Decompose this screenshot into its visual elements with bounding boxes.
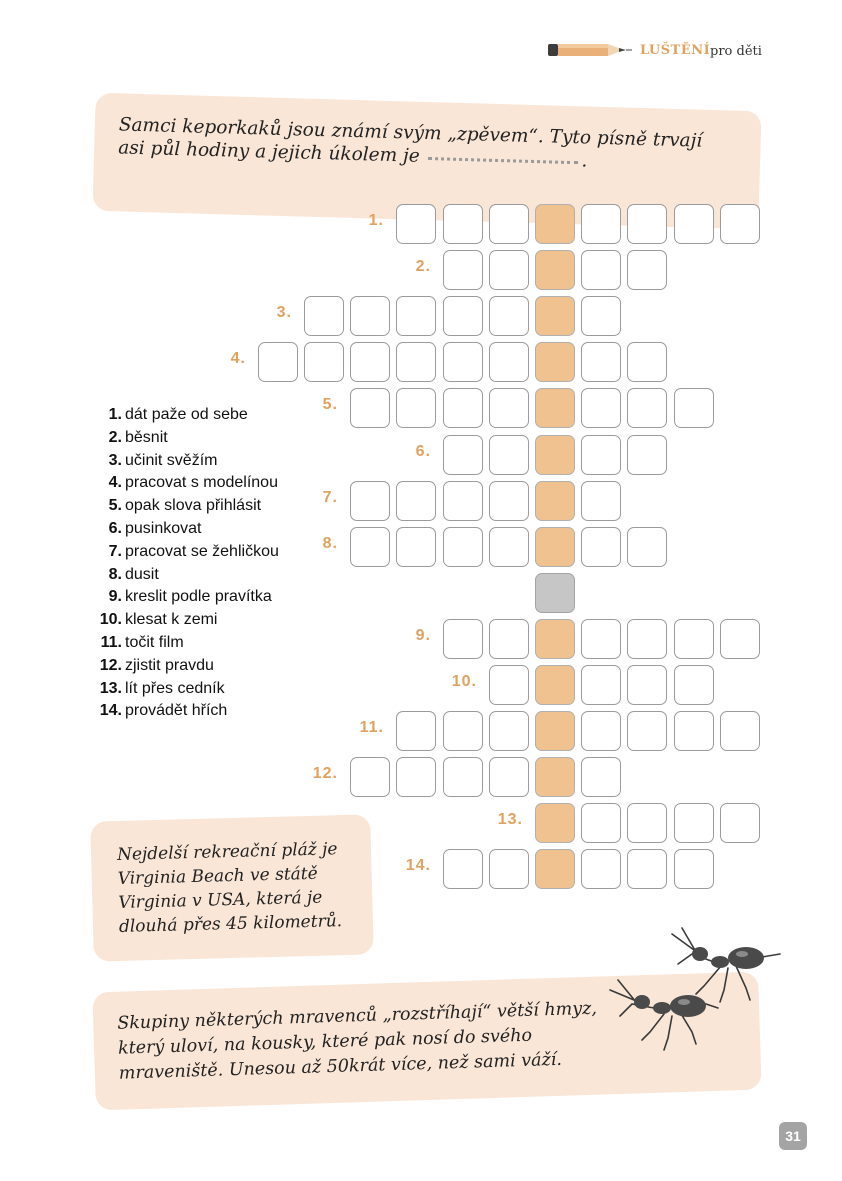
clue-item [82, 404, 279, 427]
crossword-cell[interactable] [581, 665, 621, 705]
pencil-icon [548, 42, 632, 58]
crossword-cell-solution[interactable] [535, 250, 575, 290]
clue-text: zjistit pravdu [125, 656, 214, 674]
crossword-cell[interactable] [627, 435, 667, 475]
crossword-cell[interactable] [489, 711, 529, 751]
crossword-cell[interactable] [627, 342, 667, 382]
crossword-cell[interactable] [396, 757, 436, 797]
crossword-cell[interactable] [489, 342, 529, 382]
clue-number: 14. [99, 702, 122, 720]
crossword-cell-solution[interactable] [535, 803, 575, 843]
crossword-cell[interactable] [350, 757, 390, 797]
clue-item [82, 472, 279, 495]
clue-number: 8. [108, 565, 122, 583]
crossword-cell[interactable] [674, 665, 714, 705]
crossword-cell[interactable] [674, 388, 714, 428]
clue-number: 4. [108, 474, 122, 492]
clue-text: pracovat s modelínou [125, 474, 278, 492]
clue-text: dusit [125, 565, 159, 583]
crossword-cell[interactable] [396, 204, 436, 244]
crossword-cell[interactable] [627, 849, 667, 889]
brand-subtitle: pro děti [710, 44, 762, 59]
clue-item [82, 541, 279, 564]
crossword-cell[interactable] [720, 711, 760, 751]
crossword-cell[interactable] [350, 481, 390, 521]
clue-number: 9. [108, 588, 122, 606]
crossword-cell[interactable] [396, 711, 436, 751]
crossword-cell[interactable] [489, 204, 529, 244]
crossword-cell[interactable] [581, 527, 621, 567]
crossword-cell[interactable] [304, 296, 344, 336]
crossword-cell[interactable] [304, 342, 344, 382]
row-number: 3. [276, 304, 292, 321]
crossword-cell[interactable] [674, 204, 714, 244]
crossword-cell[interactable] [443, 388, 483, 428]
crossword-cell[interactable] [581, 757, 621, 797]
row-number: 11. [359, 719, 384, 736]
crossword-cell[interactable] [581, 204, 621, 244]
row-number: 8. [322, 535, 338, 552]
row-number: 14. [405, 857, 431, 874]
crossword-cell-solution[interactable] [535, 527, 575, 567]
clue-number: 1. [108, 406, 122, 423]
crossword-cell[interactable] [627, 665, 667, 705]
row-number: 7. [322, 489, 338, 506]
crossword-cell[interactable] [443, 296, 483, 336]
crossword-cell[interactable] [581, 711, 621, 751]
crossword-cell[interactable] [627, 388, 667, 428]
crossword-cell-solution[interactable] [535, 296, 575, 336]
crossword-cell[interactable] [627, 527, 667, 567]
crossword-cell[interactable] [443, 342, 483, 382]
row-number: 5. [322, 396, 338, 413]
clue-text: pracovat se žehličkou [125, 542, 279, 560]
crossword-cell[interactable] [581, 619, 621, 659]
clue-text: lít přes cedník [125, 679, 225, 697]
clue-item [82, 700, 279, 723]
crossword-cell[interactable] [581, 803, 621, 843]
crossword-cell-solution[interactable] [535, 711, 575, 751]
crossword-cell-solution[interactable] [535, 388, 575, 428]
crossword-cell-solution[interactable] [535, 435, 575, 475]
crossword-cell[interactable] [581, 481, 621, 521]
crossword-cell[interactable] [627, 250, 667, 290]
clue-list [82, 404, 279, 723]
answer-blank[interactable] [428, 157, 578, 164]
crossword-cell[interactable] [581, 435, 621, 475]
crossword-cell[interactable] [720, 204, 760, 244]
crossword-cell[interactable] [396, 481, 436, 521]
clue-item [82, 518, 279, 541]
ants-illustration [596, 924, 786, 1064]
crossword-cell[interactable] [627, 619, 667, 659]
crossword-cell[interactable] [443, 435, 483, 475]
clue-number: 12. [99, 656, 122, 674]
clue-item [82, 427, 279, 450]
row-number: 1. [368, 212, 384, 229]
clue-number: 10. [99, 611, 122, 629]
clue-text: provádět hřích [125, 702, 228, 720]
beach-fact-panel [90, 814, 374, 961]
crossword-cell[interactable] [350, 527, 390, 567]
clue-text: dát paže od sebe [125, 406, 248, 423]
crossword-cell[interactable] [489, 250, 529, 290]
crossword-cell[interactable] [581, 849, 621, 889]
crossword-cell[interactable] [489, 435, 529, 475]
clue-item [82, 564, 279, 587]
crossword-cell-solution[interactable] [535, 849, 575, 889]
crossword-cell[interactable] [489, 481, 529, 521]
row-number: 6. [415, 443, 431, 460]
crossword-cell[interactable] [674, 711, 714, 751]
beach-fact-text: Nejdelší rekreační pláž je Virginia Beach ve státě Virginia v USA, která je dlouhá přes 45 kilometrů. [116, 839, 343, 937]
crossword-cell[interactable] [489, 619, 529, 659]
clue-item [82, 586, 279, 609]
ants-fact-text: Skupiny některých mravenců „rozstříhají“ větší hmyz, který uloví, na kousky, které pak nosí do svého mraveniště. Unesou až 50krát více, než sami váží. [116, 998, 598, 1084]
crossword-cell[interactable] [581, 342, 621, 382]
row-number: 4. [230, 350, 246, 367]
crossword-cell[interactable] [350, 342, 390, 382]
clue-text: kreslit podle pravítka [125, 588, 272, 606]
clue-item [82, 450, 279, 473]
crossword-cell[interactable] [443, 619, 483, 659]
crossword-cell[interactable] [489, 296, 529, 336]
clue-item [82, 609, 279, 632]
clue-text: učinit svěžím [125, 451, 218, 469]
crossword-cell[interactable] [581, 250, 621, 290]
clue-item [82, 655, 279, 678]
row-number: 13. [497, 811, 523, 828]
clue-text: točit film [125, 633, 184, 651]
crossword-cell[interactable] [674, 619, 714, 659]
crossword-cell[interactable] [396, 527, 436, 567]
crossword-cell[interactable] [443, 481, 483, 521]
crossword-cell-solution[interactable] [535, 204, 575, 244]
crossword-cell[interactable] [489, 757, 529, 797]
intro-text: Samci keporkaků jsou známí svým „zpěvem“. Tyto písně trvají asi půl hodiny a jejich úkolem je [117, 114, 703, 167]
crossword-cell[interactable] [581, 296, 621, 336]
row-number: 12. [312, 765, 338, 782]
row-number: 9. [415, 627, 431, 644]
clue-number: 3. [108, 451, 122, 469]
clue-number: 5. [108, 497, 122, 515]
clue-number: 11. [100, 633, 122, 651]
clue-text: běsnit [125, 428, 168, 446]
clue-item [82, 495, 279, 518]
clue-text: klesat k zemi [125, 611, 218, 629]
crossword-cell[interactable] [443, 527, 483, 567]
intro-end: . [581, 150, 588, 172]
crossword-cell-solution[interactable] [535, 619, 575, 659]
crossword-cell[interactable] [674, 849, 714, 889]
crossword-cell[interactable] [674, 803, 714, 843]
clue-text: opak slova přihlásit [125, 497, 262, 515]
crossword-cell[interactable] [489, 665, 529, 705]
crossword-cell[interactable] [720, 619, 760, 659]
clue-number: 2. [108, 428, 122, 446]
crossword-cell[interactable] [443, 250, 483, 290]
crossword-cell[interactable] [350, 388, 390, 428]
row-number: 2. [415, 258, 431, 275]
crossword-cell[interactable] [396, 342, 436, 382]
crossword-cell[interactable] [443, 757, 483, 797]
crossword-cell[interactable] [396, 388, 436, 428]
brand-title: LUŠTĚNÍ [640, 43, 711, 58]
crossword-cell[interactable] [350, 296, 390, 336]
crossword-cell[interactable] [396, 296, 436, 336]
clue-number: 13. [99, 679, 122, 697]
crossword-cell[interactable] [489, 388, 529, 428]
crossword-cell-solution[interactable] [535, 481, 575, 521]
crossword-cell[interactable] [720, 803, 760, 843]
crossword-cell[interactable] [443, 711, 483, 751]
crossword-cell-solution[interactable] [535, 757, 575, 797]
crossword-cell[interactable] [627, 711, 667, 751]
crossword-cell[interactable] [627, 204, 667, 244]
clue-number: 6. [108, 519, 122, 537]
crossword-cell[interactable] [581, 388, 621, 428]
crossword-cell[interactable] [489, 527, 529, 567]
crossword-cell[interactable] [443, 204, 483, 244]
crossword-cell-solution[interactable] [535, 665, 575, 705]
row-number: 10. [451, 673, 477, 690]
crossword-cell[interactable] [258, 342, 298, 382]
crossword-cell[interactable] [489, 849, 529, 889]
clue-text: pusinkovat [125, 519, 202, 537]
crossword-cell[interactable] [443, 849, 483, 889]
clue-item [82, 632, 279, 655]
crossword-cell-solution[interactable] [535, 342, 575, 382]
crossword-cell[interactable] [627, 803, 667, 843]
page-header [548, 40, 788, 64]
page-number: 31 [779, 1122, 807, 1150]
clue-item [82, 678, 279, 701]
crossword-cell-blank [535, 573, 575, 613]
clue-number: 7. [108, 542, 122, 560]
